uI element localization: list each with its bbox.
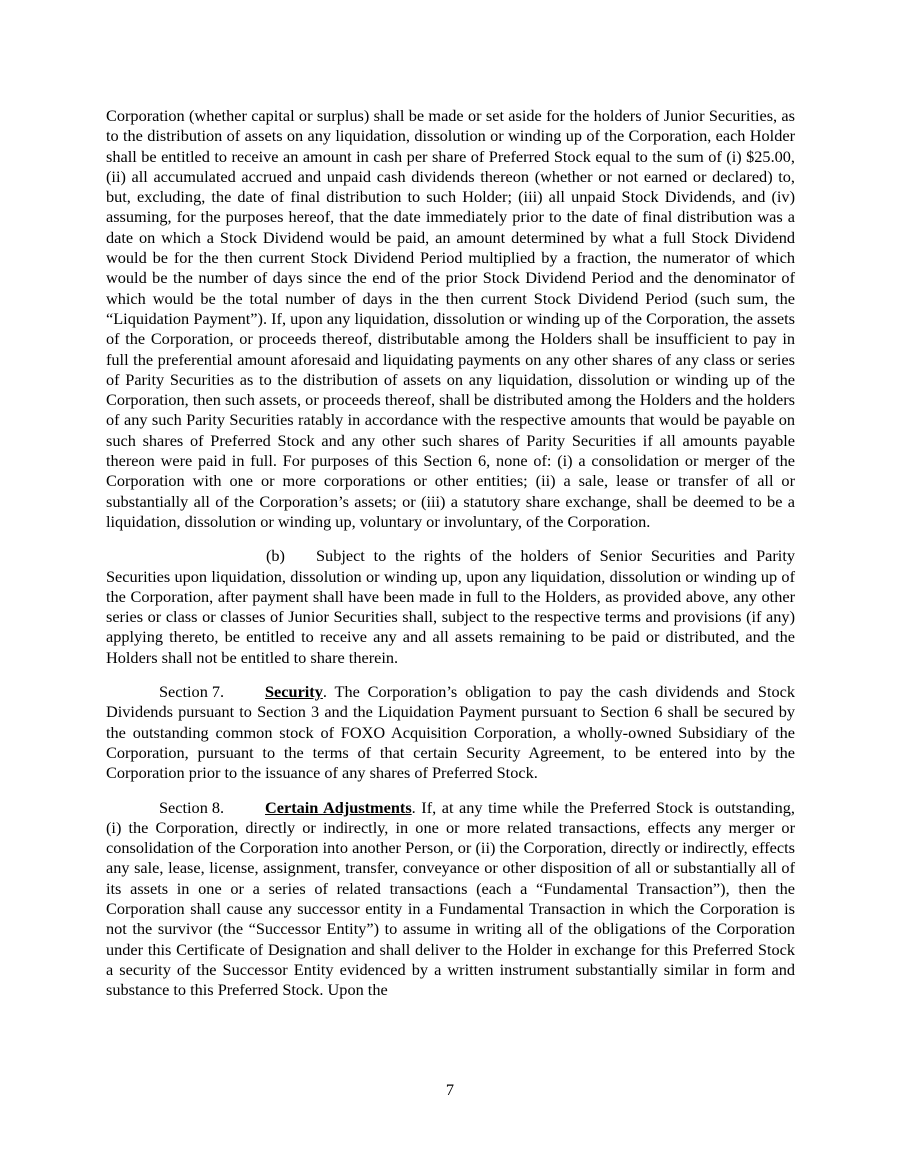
section-heading: Certain Adjustments: [265, 797, 412, 817]
paragraph-text: . If, at any time while the Preferred Stock is outstanding, (i) the Corporation, directly or indirectly, in one or more related transactions, effects any merger or consolidation of the Corporation into another Person, or (ii) the Corporation, directly or indirectly, effects any sale, lease, license, assignment, transfer, conveyance or other disposition of all or substantially all of its assets in one or a series of related transactions (each a “Fundamental Transaction”), then the Corporation shall cause any successor entity in a Fundamental Transaction in which the Corporation is not the survivor (the “Successor Entity”) to assume in writing all of the obligations of the Corporation under this Certificate of Designation and shall deliver to the Holder in exchange for this Preferred Stock a security of the Successor Entity evidenced by a written instrument substantially similar in form and substance to this Preferred Stock. Upon the: [106, 797, 795, 1000]
paragraph-section-8: [106, 798, 795, 1001]
paragraph-liquidation-payment: [106, 106, 795, 532]
paragraph-text: . The Corporation’s obligation to pay the cash dividends and Stock Dividends pursuant to Section 3 and the Liquidation Payment pursuant to Section 6 shall be secured by the outstanding common stock of FOXO Acquisition Corporation, a wholly-owned Subsidiary of the Corporation, pursuant to the terms of that certain Security Agreement, to be entered into by the Corporation prior to the issuance of any shares of Preferred Stock.: [106, 682, 795, 783]
body-text: [106, 106, 795, 1000]
paragraph-section-7: [106, 682, 795, 783]
subsection-label: (b): [266, 546, 285, 566]
section-label: Section 8.: [159, 797, 225, 817]
page-number: 7: [445, 1080, 455, 1099]
paragraph-subsection-b: [106, 546, 795, 668]
section-label: Section 7.: [159, 682, 225, 702]
paragraph-text: Subject to the rights of the holders of Senior Securities and Parity Securities upon liquidation, dissolution or winding up, upon any liquidation, dissolution or winding up of the Corporation, after payment shall have been made in full to the Holders, as provided above, any other series or class or classes of Junior Securities shall, subject to the respective terms and provisions (if any) applying thereto, be entitled to receive any and all assets remaining to be paid or distributed, and the Holders shall not be entitled to share therein.: [106, 546, 795, 667]
paragraph-text: Corporation (whether capital or surplus) shall be made or set aside for the holders of Junior Securities, as to the distribution of assets on any liquidation, dissolution or winding up of the Corporation, each Holder shall be entitled to receive an amount in cash per share of Preferred Stock equal to the sum of (i) $25.00, (ii) all accumulated accrued and unpaid cash dividends thereon (whether or not earned or declared) to, but, excluding, the date of final distribution to such Holder; (iii) all unpaid Stock Dividends, and (iv) assuming, for the purposes hereof, that the date immediately prior to the date of final distribution was a date on which a Stock Dividend would be paid, an amount determined by what a full Stock Dividend would be for the then current Stock Dividend Period multiplied by a fraction, the numerator of which would be the number of days since the end of the prior Stock Dividend Period and the denominator of which would be the total number of days in the then current Stock Dividend Period (such sum, the “Liquidation Payment”). If, upon any liquidation, dissolution or winding up of the Corporation, the assets of the Corporation, or proceeds thereof, distributable among the Holders shall be insufficient to pay in full the preferential amount aforesaid and liquidating payments on any other shares of any class or series of Parity Securities as to the distribution of assets on any liquidation, dissolution or winding up of the Corporation, then such assets, or proceeds thereof, shall be distributed among the Holders and the holders of any such Parity Securities ratably in accordance with the respective amounts that would be payable on such shares of Preferred Stock and any other such shares of Parity Securities if all amounts payable thereon were paid in full. For purposes of this Section 6, none of: (i) a consolidation or merger of the Corporation with one or more corporations or other entities; (ii) a sale, lease or transfer of all or substantially all of the Corporation’s assets; or (iii) a statutory share exchange, shall be deemed to be a liquidation, dissolution or winding up, voluntary or involuntary, of the Corporation.: [106, 106, 795, 531]
section-heading: Security: [265, 682, 323, 702]
